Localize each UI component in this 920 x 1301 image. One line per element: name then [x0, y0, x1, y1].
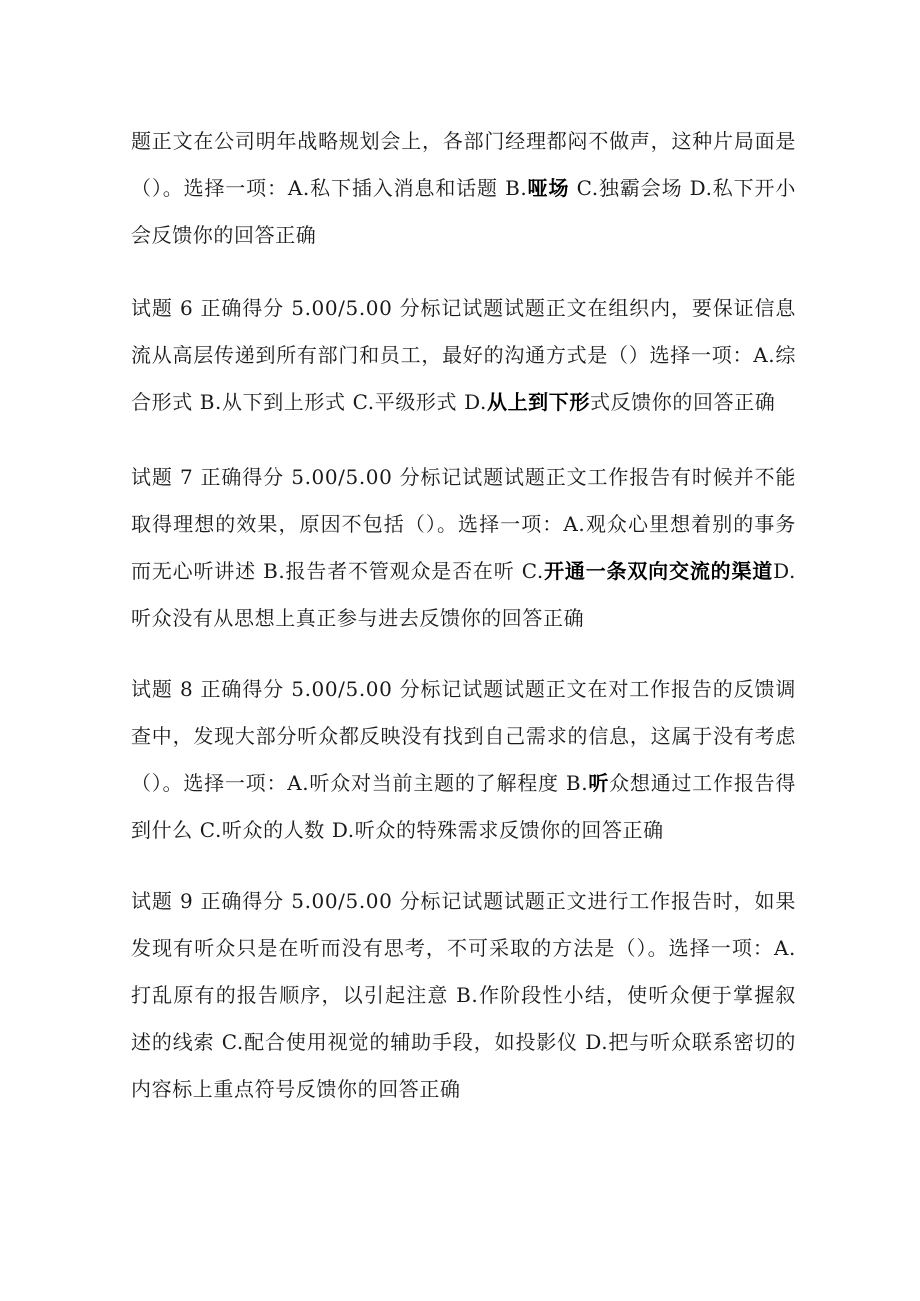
question-text-before: 试题 7 正确得分 5.00/5.00 分标记试题试题正文工作报告有时候并不能取得理想的效果，原因不包括（）。选择一项：A.观众心里想着别的事务而无心听讲述 B.报告者不管观众是否在听 C.: [131, 465, 796, 583]
question-text-after: D.听众没有从思想上真正参与进去反馈你的回答正确: [131, 559, 796, 630]
question-text-after: 众想通过工作报告得到什么 C.听众的人数 D.听众的特殊需求反馈你的回答正确: [131, 771, 796, 842]
question-text-after: 式反馈你的回答正确: [589, 390, 776, 414]
question-9-text: [131, 878, 796, 1113]
correct-answer-highlight: 开通一条双向交流的渠道: [543, 559, 774, 583]
correct-answer-highlight: 从上到下形: [486, 390, 590, 414]
question-text-before: 试题 8 正确得分 5.00/5.00 分标记试题试题正文在对工作报告的反馈调查中，发现大部分听众都反映没有找到自己需求的信息，这属于没有考虑（）。选择一项：A.听众对当前主题的了解程度 B.: [131, 677, 796, 795]
question-text-after: C.独霸会场 D.私下开小会反馈你的回答正确: [131, 176, 796, 247]
correct-answer-highlight: 听: [588, 771, 610, 795]
question-text-before: 题正文在公司明年战略规划会上，各部门经理都闷不做声，这种片局面是（）。选择一项：A.私下插入消息和话题 B.: [131, 129, 796, 200]
correct-answer-highlight: 哑场: [527, 176, 570, 200]
question-text-before: 试题 9 正确得分 5.00/5.00 分标记试题试题正文进行工作报告时，如果发现有听众只是在听而没有思考，不可采取的方法是（）。选择一项：A.打乱原有的报告顺序，以引起注意 B.作阶段性小结，使听众便于掌握叙述的线索 C.配合使用视觉的辅助手段，如投影仪 D.把与听众联系密切的内容标上重点符号反馈你的回答正确: [131, 889, 796, 1101]
question-8-text: [131, 666, 796, 854]
question-5-text: [131, 118, 796, 259]
question-6-text: [131, 285, 796, 426]
question-7-text: [131, 454, 796, 642]
question-text-before: 试题 6 正确得分 5.00/5.00 分标记试题试题正文在组织内，要保证信息流从高层传递到所有部门和员工，最好的沟通方式是（）选择一项：A.综合形式 B.从下到上形式 C.平级形式 D.: [131, 296, 796, 414]
